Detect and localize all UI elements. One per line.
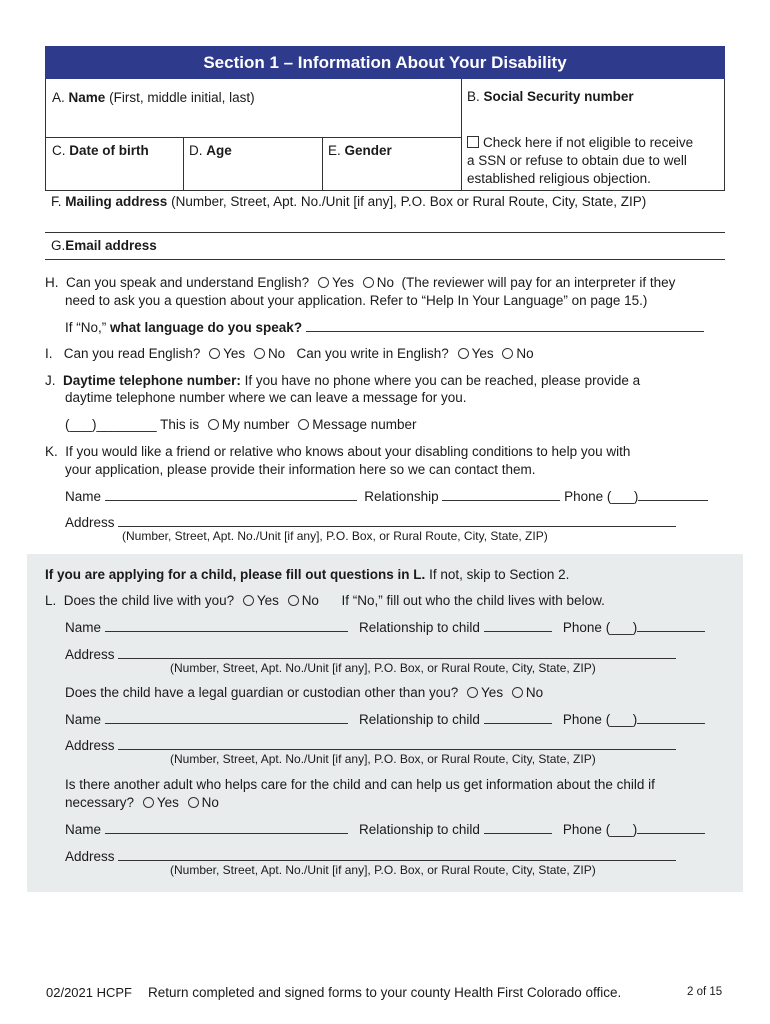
guardian-no-radio[interactable] [512, 687, 523, 698]
daytime-phone-question: J. Daytime telephone number: If you have no phone where you can be reached, please provide a [45, 373, 641, 388]
other-adult-yes-radio[interactable] [143, 797, 154, 808]
child-address-hint-1: (Number, Street, Apt. No./Unit [if any], P.O. Box, or Rural Route, City, State, ZIP) [170, 661, 596, 675]
helper-intro: K. If you would like a friend or relative who knows about your disabling conditions to help you with [45, 444, 631, 459]
ssn-exempt-checkbox-group[interactable]: Check here if not eligible to receive a SSN or refuse to obtain due to well established religious objection. [467, 135, 694, 186]
child-lives-question: L. Does the child live with you? Yes No If “No,” fill out who the child lives with below. [45, 593, 605, 608]
child-address-3[interactable]: Address [65, 848, 676, 864]
guardian-yes-radio[interactable] [467, 687, 478, 698]
email-field[interactable]: G.Email address [51, 238, 157, 253]
daytime-phone-field[interactable]: (___)________ This is My number Message number [65, 417, 417, 432]
child-intro: If you are applying for a child, please fill out questions in L. If not, skip to Section 2. [45, 567, 570, 582]
section-title: Section 1 – Information About Your Disability [45, 46, 725, 79]
helper-address-hint: (Number, Street, Apt. No./Unit [if any], P.O. Box, or Rural Route, City, State, ZIP) [122, 529, 548, 543]
interpreter-note: need to ask you a question about your application. Refer to “Help In Your Language” on page 15.) [65, 293, 648, 308]
speak-english-question: H. Can you speak and understand English? Yes No (The reviewer will pay for an interpreter if they [45, 275, 676, 290]
helper-intro-2: your application, please provide their information here so we can contact them. [65, 462, 536, 477]
read-write-english-question: I. Can you read English? Yes No Can you write in English? Yes No [45, 346, 534, 361]
child-lives-no-radio[interactable] [288, 595, 299, 606]
my-number-radio[interactable] [208, 419, 219, 430]
language-field[interactable]: If “No,” what language do you speak? [65, 319, 704, 335]
child-address-hint-3: (Number, Street, Apt. No./Unit [if any], P.O. Box, or Rural Route, City, State, ZIP) [170, 863, 596, 877]
footer-code: 02/2021 HCPF [46, 985, 132, 1000]
name-hint: (First, middle initial, last) [109, 90, 255, 105]
daytime-phone-text: daytime telephone number where we can leave a message for you. [65, 390, 467, 405]
ssn-exempt-checkbox[interactable] [467, 136, 479, 148]
speak-english-no-radio[interactable] [363, 277, 374, 288]
other-adult-question: Is there another adult who helps care for the child and can help us get information about the child if [65, 777, 655, 792]
dob-field[interactable]: C. Date of birth [52, 143, 149, 158]
other-adult-no-radio[interactable] [188, 797, 199, 808]
footer-instruction: Return completed and signed forms to your county Health First Colorado office. [148, 985, 622, 1000]
write-english-yes-radio[interactable] [458, 348, 469, 359]
child-lives-yes-radio[interactable] [243, 595, 254, 606]
ssn-label: B. Social Security number [467, 89, 634, 104]
read-english-yes-radio[interactable] [209, 348, 220, 359]
helper-contact-row[interactable]: Name Relationship Phone (___) [65, 488, 708, 504]
child-address-2[interactable]: Address [65, 737, 676, 753]
other-adult-answer: necessary? Yes No [65, 795, 219, 810]
child-contact-row-1[interactable]: Name Relationship to child Phone (___) [65, 619, 705, 635]
page-number: 2 of 15 [687, 986, 723, 998]
child-contact-row-2[interactable]: Name Relationship to child Phone (___) [65, 711, 705, 727]
child-contact-row-3[interactable]: Name Relationship to child Phone (___) [65, 821, 705, 837]
age-field[interactable]: D. Age [189, 143, 232, 158]
guardian-question: Does the child have a legal guardian or custodian other than you? Yes No [65, 685, 544, 700]
gender-field[interactable]: E. Gender [328, 143, 392, 158]
mailing-address-field[interactable]: F. Mailing address (Number, Street, Apt. No./Unit [if any], P.O. Box or Rural Route, City, State, ZIP) [51, 194, 647, 209]
name-field[interactable]: A. Name (First, middle initial, last) [52, 90, 255, 105]
child-address-hint-2: (Number, Street, Apt. No./Unit [if any], P.O. Box, or Rural Route, City, State, ZIP) [170, 752, 596, 766]
child-address-1[interactable]: Address [65, 646, 676, 662]
read-english-no-radio[interactable] [254, 348, 265, 359]
name-label: Name [68, 90, 106, 105]
speak-english-yes-radio[interactable] [318, 277, 329, 288]
helper-address-field[interactable]: Address [65, 514, 676, 530]
message-number-radio[interactable] [298, 419, 309, 430]
write-english-no-radio[interactable] [502, 348, 513, 359]
